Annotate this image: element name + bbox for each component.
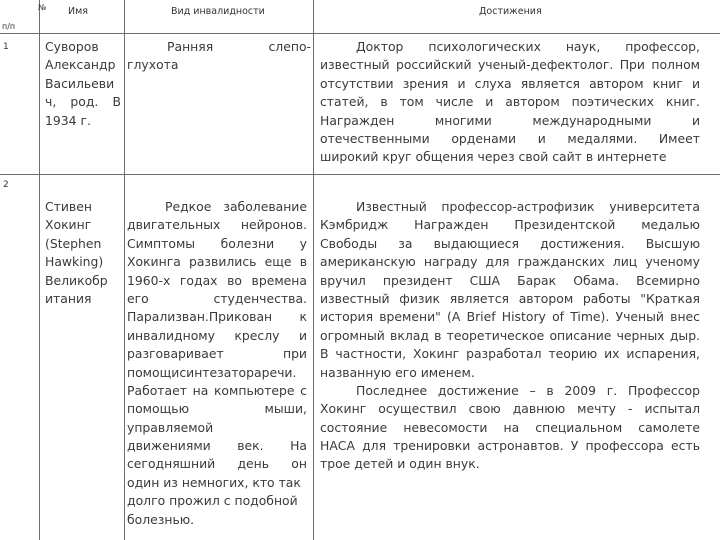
disability-line: глухота (127, 57, 179, 73)
row-2-achievements (320, 198, 700, 474)
header-achievements: Достижения (479, 6, 542, 17)
disability-line: двигательных нейронов. (127, 217, 307, 233)
name-line: Hawking) (45, 254, 104, 270)
name-line: Александр (45, 57, 116, 73)
achievement-line: огромный вклад в теоретическое описание черных дыр. (320, 327, 700, 343)
row-2-name (45, 198, 121, 308)
row-divider (0, 174, 720, 175)
achievement-line: статей, в том числе и автором поэтических книг. (320, 94, 700, 110)
header-disability: Вид инвалидности (171, 6, 265, 17)
achievement-line: Свободы за выдающиеся достижения. Высшую (320, 235, 700, 251)
disability-line: Ранняя слепо- (167, 39, 311, 54)
column-divider-1 (39, 0, 40, 540)
disability-line: долго прожил с подобной (127, 493, 298, 509)
achievement-line: американскую награду для гражданских лиц ученому (320, 254, 700, 270)
row-2-disability (127, 198, 307, 529)
achievement-line: история времени" (A Brief History of Time). Ученый внес (320, 309, 700, 325)
header-num-sub: п/п (2, 22, 16, 31)
row-1-disability (127, 38, 311, 75)
achievement-line: известный физик является автором работы "Краткая (320, 290, 700, 306)
disability-line: Редкое заболевание (165, 199, 307, 214)
disability-line: Хокинга развились еще в (127, 254, 307, 270)
name-line: Хокинг (45, 217, 92, 233)
row-1-number: 1 (3, 42, 9, 52)
disability-line: Парализван.Прикован к (127, 309, 307, 325)
disability-line: Симптомы болезни у (127, 235, 307, 251)
achievement-line: отсутствии зрения и слуха является автором книг и (320, 75, 700, 91)
disability-line: инвалидному креслу и (127, 327, 307, 343)
disability-line: сегодняшний день он (127, 456, 307, 472)
achievement-line: состояние невесомости на специальном самолете (320, 419, 700, 435)
row-1-name (45, 38, 121, 130)
achievement-line: названную его именем. (320, 364, 475, 380)
name-line: Стивен (45, 199, 92, 214)
disability-line: его студенчества. (127, 290, 307, 306)
name-line: Суворов (45, 39, 99, 54)
achievement-line: известный российский ученый-дефектолог. При полном (320, 57, 700, 73)
achievement-line: Известный профессор-астрофизик университета (356, 199, 700, 214)
disability-line: разговаривает при (127, 346, 307, 362)
disability-line: движениями век. На (127, 438, 307, 454)
disability-line: один из немногих, кто так (127, 474, 301, 490)
header-num-sign: № (38, 3, 47, 12)
achievement-line: отечественными орденами и медалями. Имеет (320, 130, 700, 146)
achievement-line: широкий круг общения через свой сайт в интернете (320, 149, 667, 165)
disability-line: помощью мыши, (127, 401, 307, 417)
name-line: 1934 г. (45, 112, 91, 128)
disability-line: помощисинтезатораречи. (127, 364, 297, 380)
achievement-line: Хокинг осуществил свою давнюю мечту - испытал (320, 401, 700, 417)
header-name: Имя (68, 6, 88, 17)
column-divider-3 (313, 0, 314, 540)
name-line: итания (45, 290, 92, 306)
name-line: (Stephen (45, 235, 102, 251)
row-1-achievements (320, 38, 700, 167)
name-line: ч, род. В (45, 94, 121, 110)
achievement-line: В частности, Хокинг разработал теорию их испарения, (320, 346, 700, 362)
disability-line: болезнью. (127, 511, 195, 527)
name-line: Великобр (45, 272, 108, 288)
achievement-line: вручил президент США Барак Обама. Всемирно (320, 272, 700, 288)
achievement-line: Награжден многими международными и (320, 112, 700, 128)
achievement-line: трое детей и один внук. (320, 456, 480, 472)
disability-line: Работает на компьютере с (127, 382, 307, 398)
achievement-line: Последнее достижение – в 2009 г. Профессор (356, 382, 700, 398)
column-divider-2 (124, 0, 125, 540)
name-line: Васильеви (45, 75, 115, 91)
header-divider (0, 33, 720, 34)
achievement-line: НАСА для тренировки астронавтов. У профессора есть (320, 438, 700, 454)
achievement-line: Кэмбридж Награжден Президентской медалью (320, 217, 700, 233)
row-2-number: 2 (3, 180, 9, 190)
achievement-line: Доктор психологических наук, профессор, (356, 39, 700, 54)
disability-line: управляемой (127, 419, 214, 435)
disability-line: 1960-х годах во времена (127, 272, 307, 288)
